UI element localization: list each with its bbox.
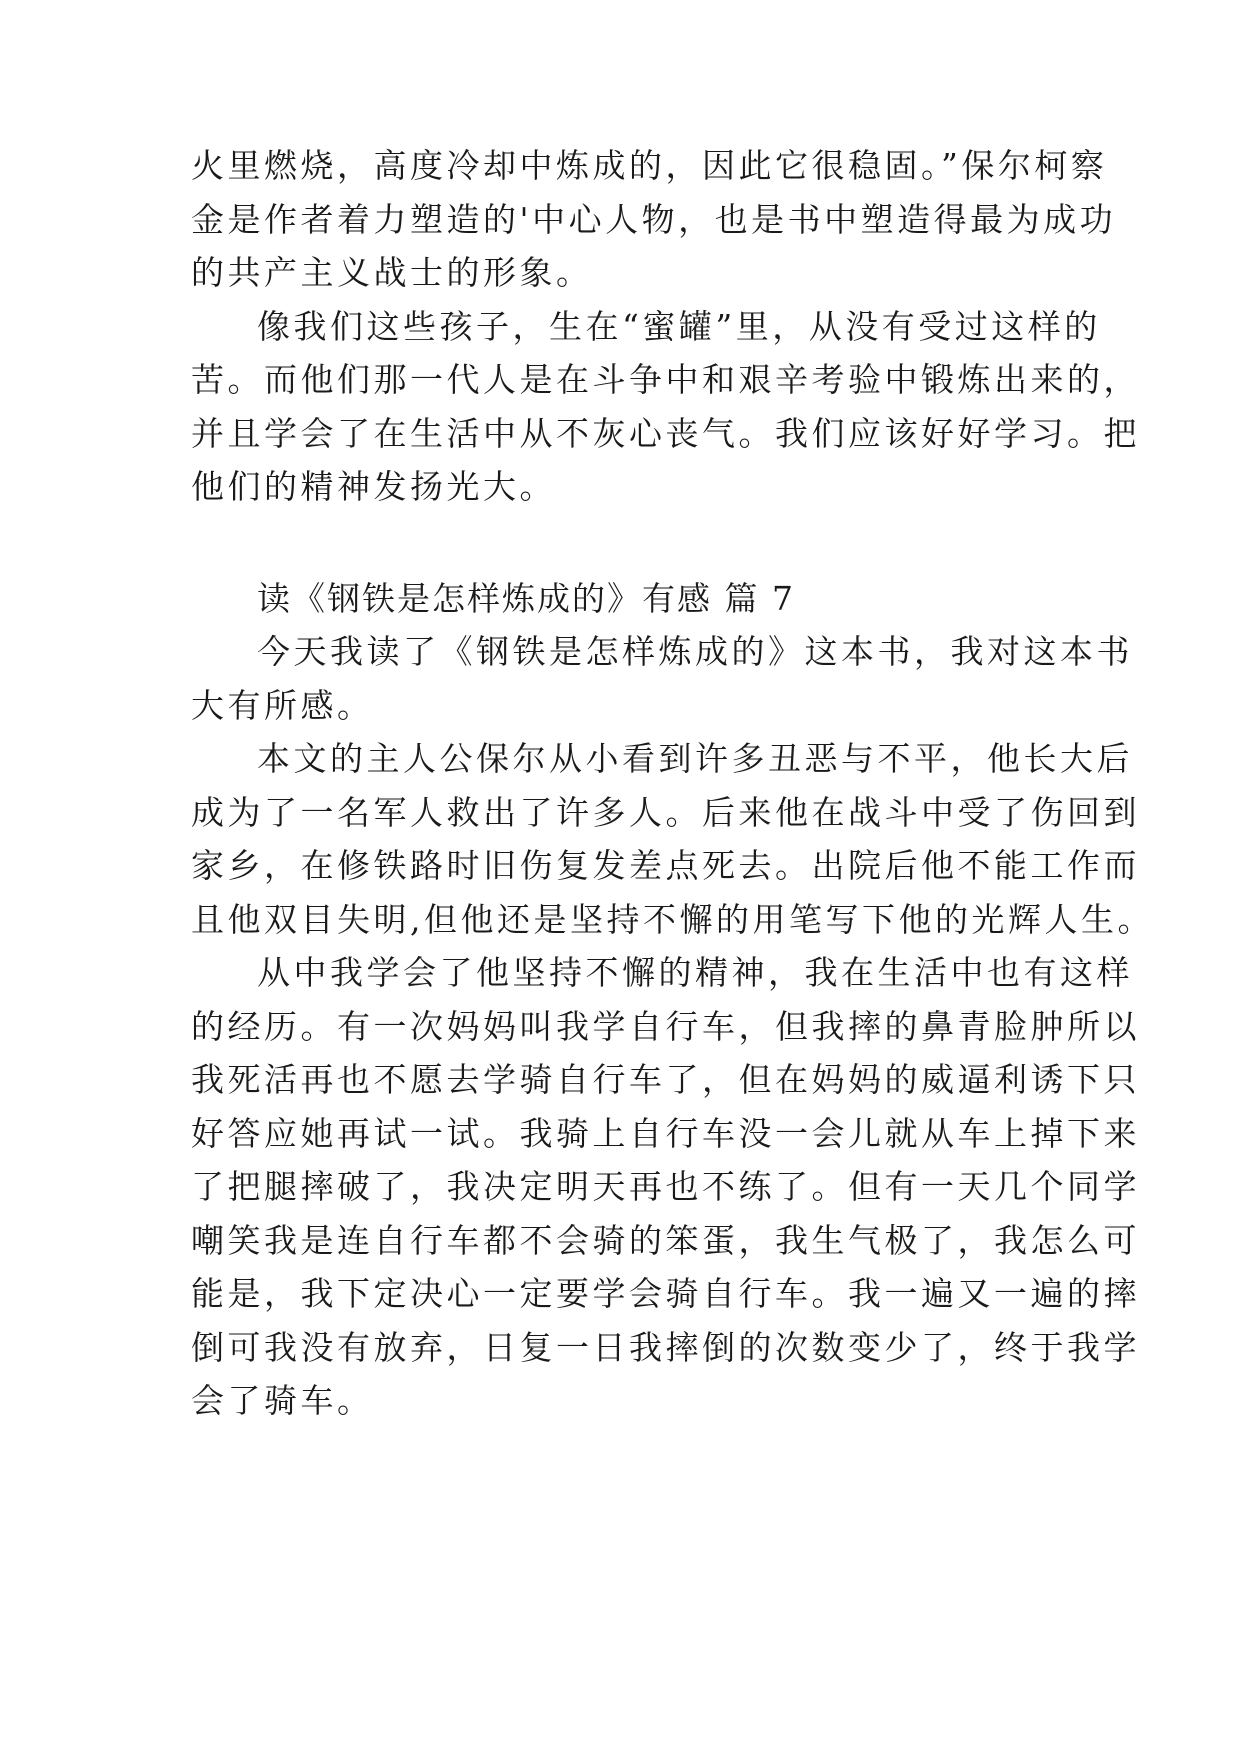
paragraph-line: 从中我学会了他坚持不懈的精神，我在生活中也有这样 — [257, 953, 1133, 992]
paragraph-line: 我死活再也不愿去学骑自行车了，但在妈妈的威逼利诱下只 — [191, 1060, 1140, 1099]
paragraph-line: 的经历。有一次妈妈叫我学自行车，但我摔的鼻青脸肿所以 — [191, 1007, 1140, 1046]
paragraph-line: 倒可我没有放弃，日复一日我摔倒的次数变少了，终于我学 — [191, 1328, 1140, 1367]
paragraph-line: 他们的精神发扬光大。 — [191, 467, 556, 506]
paragraph-line: 了把腿摔破了，我决定明天再也不练了。但有一天几个同学 — [191, 1167, 1140, 1206]
paragraph-line: 成为了一名军人救出了许多人。后来他在战斗中受了伤回到 — [191, 793, 1140, 832]
paragraph-line: 像我们这些孩子，生在“蜜罐”里，从没有受过这样的 — [257, 307, 1101, 346]
paragraph-line: 会了骑车。 — [191, 1381, 374, 1420]
paragraph-line: 且他双目失明,但他还是坚持不懈的用笔写下他的光辉人生。 — [191, 900, 1154, 939]
paragraph-line: 大有所感。 — [191, 686, 374, 725]
paragraph-line: 并且学会了在生活中从不灰心丧气。我们应该好好学习。把 — [191, 414, 1140, 453]
paragraph-line: 的共产主义战士的形象。 — [191, 253, 593, 292]
paragraph-line: 本文的主人公保尔从小看到许多丑恶与不平，他长大后 — [257, 739, 1133, 778]
paragraph-line: 家乡，在修铁路时旧伤复发差点死去。出院后他不能工作而 — [191, 846, 1140, 885]
paragraph-line: 嘲笑我是连自行车都不会骑的笨蛋，我生气极了，我怎么可 — [191, 1221, 1140, 1260]
paragraph-line: 金是作者着力塑造的'中心人物，也是书中塑造得最为成功 — [191, 200, 1117, 239]
paragraph-line: 苦。而他们那一代人是在斗争中和艰辛考验中锻炼出来的， — [191, 360, 1140, 399]
paragraph-line: 火里燃烧，高度冷却中炼成的，因此它很稳固。”保尔柯察 — [191, 146, 1108, 185]
paragraph-line: 能是，我下定决心一定要学会骑自行车。我一遍又一遍的摔 — [191, 1274, 1140, 1313]
paragraph-line: 好答应她再试一试。我骑上自行车没一会儿就从车上掉下来 — [191, 1114, 1140, 1153]
paragraph-line: 今天我读了《钢铁是怎样炼成的》这本书，我对这本书 — [257, 632, 1133, 671]
section-heading: 读《钢铁是怎样炼成的》有感 篇 7 — [257, 579, 795, 618]
